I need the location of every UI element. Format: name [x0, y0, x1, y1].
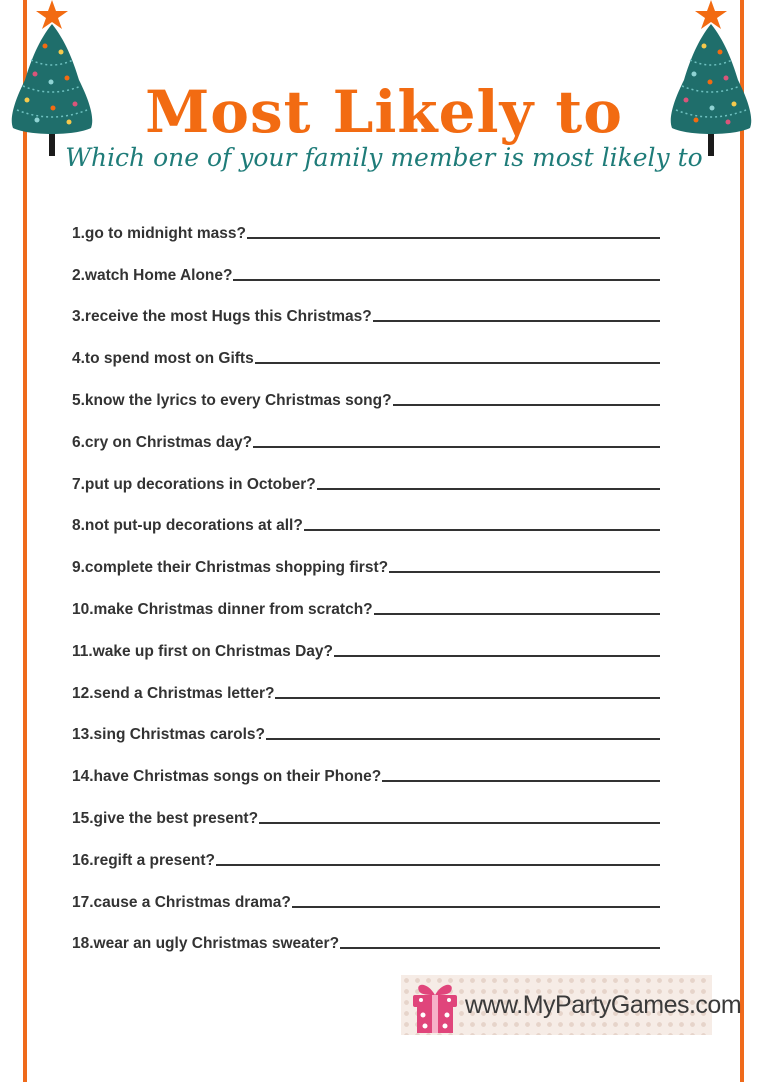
answer-line[interactable] — [266, 738, 660, 740]
question-text: 5.know the lyrics to every Christmas song? — [72, 391, 392, 409]
answer-line[interactable] — [374, 613, 660, 615]
question-item — [72, 578, 660, 620]
site-url: www.MyPartyGames.com — [465, 991, 742, 1019]
answer-line[interactable] — [389, 571, 660, 573]
question-text: 12.send a Christmas letter? — [72, 684, 275, 702]
question-item — [72, 704, 660, 746]
page-title: Most Likely to — [145, 78, 623, 146]
question-text: 8.not put-up decorations at all? — [72, 517, 303, 535]
question-item — [72, 829, 660, 871]
question-text: 11.wake up first on Christmas Day? — [72, 642, 334, 660]
answer-line[interactable] — [253, 446, 660, 448]
answer-line[interactable] — [373, 320, 660, 322]
question-text: 6.cry on Christmas day? — [72, 433, 253, 451]
question-text: 2.watch Home Alone? — [72, 266, 233, 284]
answer-line[interactable] — [259, 822, 660, 824]
answer-line[interactable] — [340, 947, 660, 949]
question-item — [72, 662, 660, 704]
question-text: 1.go to midnight mass? — [72, 224, 246, 242]
answer-line[interactable] — [393, 404, 660, 406]
question-list — [72, 202, 660, 954]
question-item — [72, 286, 660, 328]
question-text: 13.sing Christmas carols? — [72, 726, 265, 744]
answer-line[interactable] — [304, 529, 660, 531]
question-item — [72, 369, 660, 411]
question-item — [72, 244, 660, 286]
answer-line[interactable] — [216, 864, 660, 866]
question-item — [72, 620, 660, 662]
question-item — [72, 536, 660, 578]
answer-line[interactable] — [317, 488, 660, 490]
question-item — [72, 913, 660, 955]
question-item — [72, 327, 660, 369]
question-item — [72, 745, 660, 787]
question-text: 10.make Christmas dinner from scratch? — [72, 600, 373, 618]
question-item — [72, 495, 660, 537]
question-text: 18.wear an ugly Christmas sweater? — [72, 935, 340, 953]
question-text: 4.to spend most on Gifts — [72, 350, 254, 368]
answer-line[interactable] — [247, 237, 660, 239]
answer-line[interactable] — [233, 279, 660, 281]
question-text: 3.receive the most Hugs this Christmas? — [72, 308, 372, 326]
question-text: 7.put up decorations in October? — [72, 475, 316, 493]
question-text: 15.give the best present? — [72, 809, 259, 827]
question-item — [72, 202, 660, 244]
site-logo — [401, 975, 742, 1035]
gift-icon — [407, 977, 463, 1035]
answer-line[interactable] — [275, 697, 660, 699]
question-text: 16.regift a present? — [72, 851, 215, 869]
question-text: 9.complete their Christmas shopping first? — [72, 559, 389, 577]
question-item — [72, 411, 660, 453]
question-item — [72, 453, 660, 495]
answer-line[interactable] — [334, 655, 660, 657]
answer-line[interactable] — [255, 362, 660, 364]
question-text: 14.have Christmas songs on their Phone? — [72, 768, 382, 786]
page-subtitle: Which one of your family member is most likely to — [65, 143, 703, 172]
question-text: 17.cause a Christmas drama? — [72, 893, 291, 911]
question-item — [72, 787, 660, 829]
question-item — [72, 871, 660, 913]
answer-line[interactable] — [382, 780, 660, 782]
answer-line[interactable] — [292, 906, 660, 908]
